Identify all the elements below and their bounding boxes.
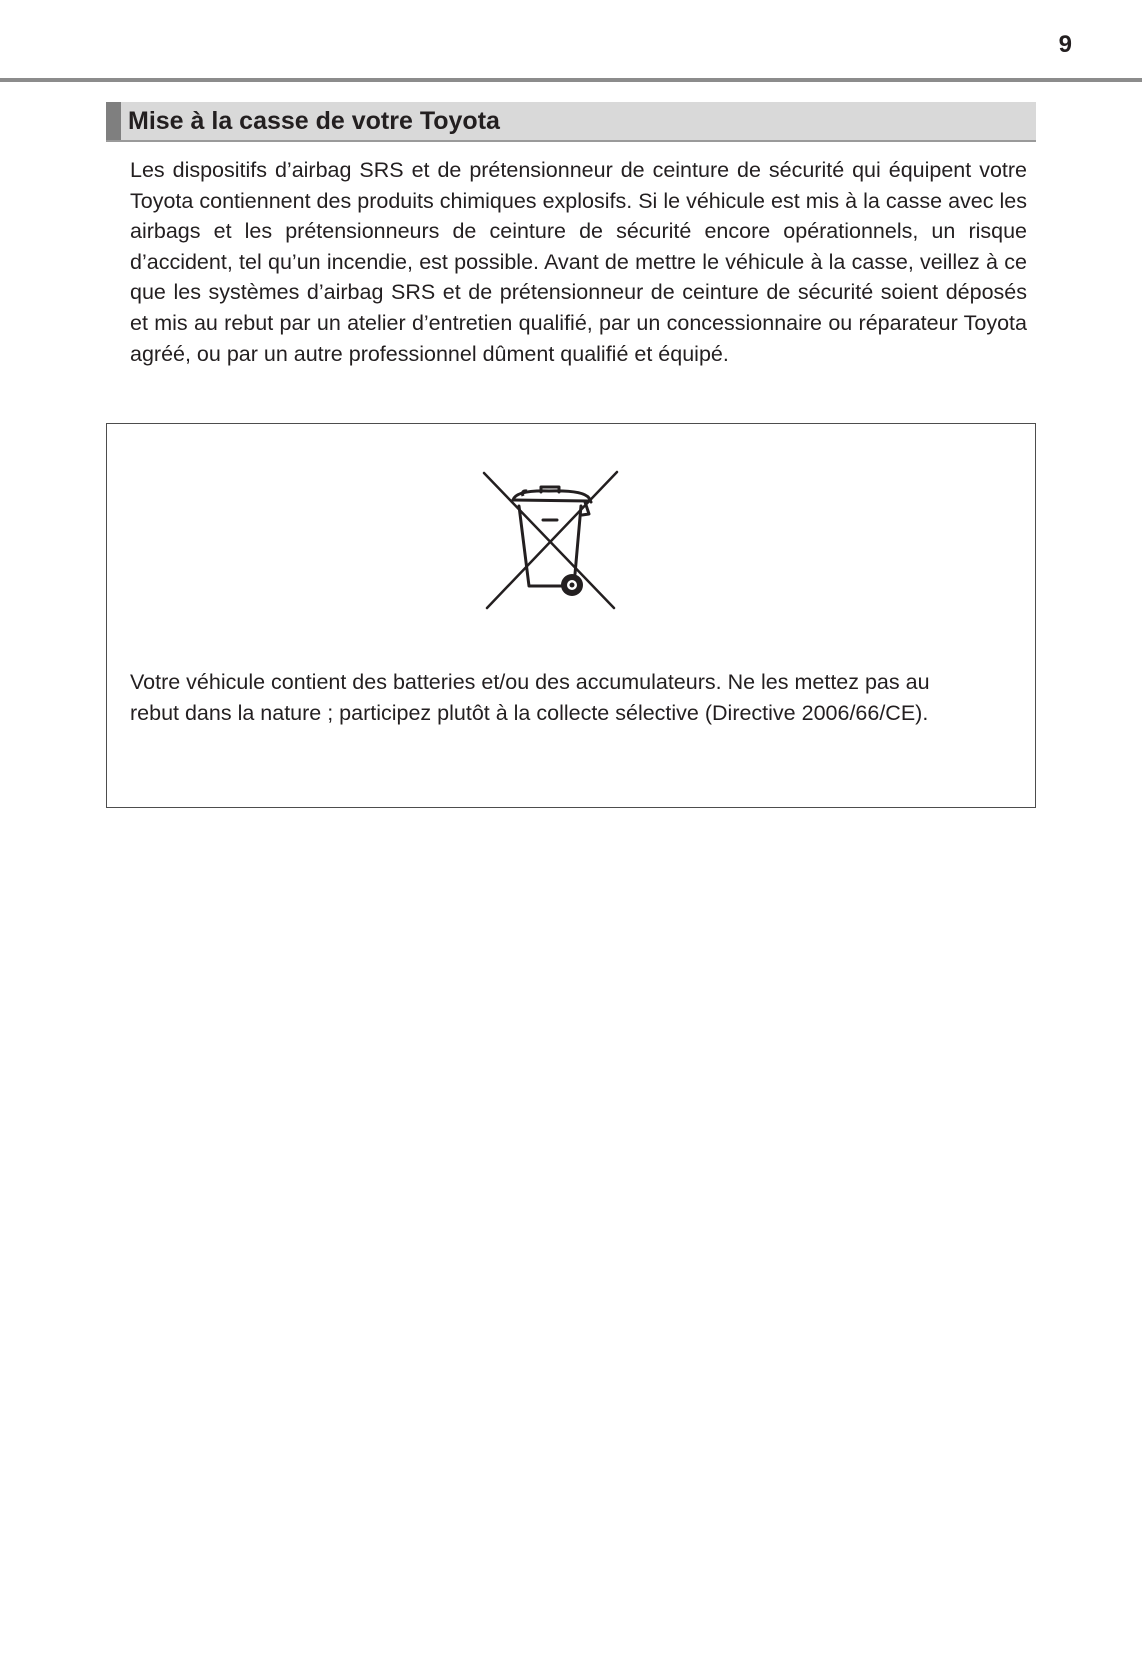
section-heading [106,102,1036,142]
crossed-out-wheeled-bin-icon [479,468,619,610]
page-number: 9 [1058,31,1072,58]
heading-accent-bar [106,102,121,140]
battery-notice-text: Votre véhicule contient des batteries et/ou des accumulateurs. Ne les mettez pas au rebut dans la nature ; participez plutôt à la collecte sélective (Directive 2006/66/CE). [130,670,930,725]
section-title: Mise à la casse de votre Toyota [128,107,500,135]
section-paragraph: Les dispositifs d’airbag SRS et de prétensionneur de ceinture de sécurité qui équipent votre Toyota contiennent des produits chimiques explosifs. Si le véhicule est mis à la casse avec les airbags et les prétensionneurs de ceinture de sécurité encore opérationnels, un risque d’accident, tel qu’un incendie, est possible. Avant de mettre le véhicule à la casse, veillez à ce que les systèmes d’airbag SRS et de prétensionneur de ceinture de sécurité soient déposés et mis au rebut par un atelier d’entretien qualifié, par un concessionnaire ou réparateur Toyota agréé, ou par un autre professionnel dûment qualifié et équipé. [130,158,1027,366]
header-rule [0,78,1142,82]
battery-notice-box [106,423,1036,808]
